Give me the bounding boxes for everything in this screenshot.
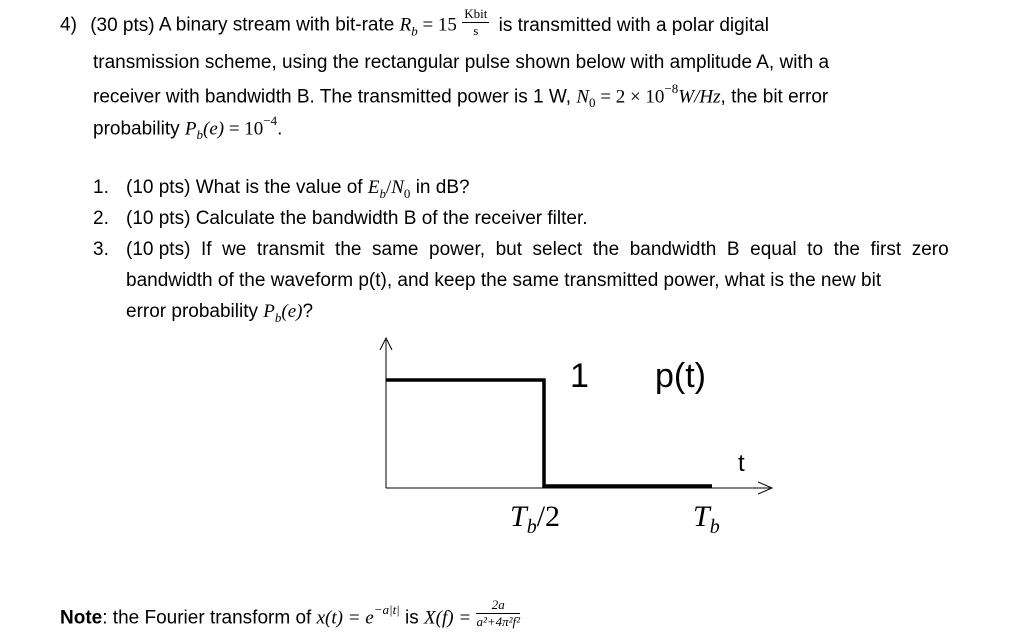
question-3-text-3: error probability <box>126 301 264 322</box>
problem-line-4 <box>93 115 282 143</box>
rate-unit-num: Kbit <box>464 6 488 21</box>
problem-line-1 <box>60 6 769 39</box>
x-axis-arrow <box>758 482 772 494</box>
problem-text-4: probability <box>93 118 185 140</box>
question-1-text: (10 pts) What is the value of <box>126 177 368 198</box>
pb-sub: b <box>196 127 203 143</box>
amplitude-label: 1 <box>570 357 589 395</box>
problem-line-2: transmission scheme, using the rectangular pulse shown below with amplitude A, with a <box>93 52 830 73</box>
problem-text-1b: is transmitted with a polar digital <box>498 14 769 36</box>
n0-unit: W/Hz <box>678 86 721 108</box>
problem-line-3 <box>93 83 828 111</box>
n-symbol: N <box>391 177 404 198</box>
pb-exp: −4 <box>263 113 278 128</box>
n0-value: = 2 × 10 <box>595 86 665 108</box>
n-sub: 0 <box>403 185 411 201</box>
question-3-line-2: bandwidth of the waveform p(t), and keep the same transmitted power, what is the new bit <box>126 270 882 291</box>
time-axis-label: t <box>738 450 745 477</box>
signal-label: p(t) <box>655 357 706 395</box>
n0-sub: 0 <box>589 95 596 111</box>
tick-period <box>693 500 720 539</box>
tick1-post: /2 <box>536 500 561 533</box>
note-text: : the Fourier transform of <box>102 607 317 629</box>
tick1-main: T <box>510 500 527 533</box>
n0-exp: −8 <box>664 81 679 96</box>
tick2-main: T <box>693 500 710 533</box>
problem-points: (30 pts) <box>90 14 155 36</box>
note-exp: −a|t| <box>373 602 400 617</box>
question-3-line-3 <box>126 301 313 326</box>
problem-number: 4) <box>60 14 77 36</box>
q3-pb-arg: (e) <box>281 301 303 322</box>
question-1 <box>93 177 470 202</box>
note-label: Note <box>60 607 103 629</box>
tick1-sub: b <box>526 516 537 538</box>
question-2-number: 2. <box>93 208 109 229</box>
y-axis-arrow <box>380 338 392 350</box>
question-1-number: 1. <box>93 177 109 198</box>
question-1-text-b: in dB? <box>410 177 470 198</box>
question-2-text: (10 pts) Calculate the bandwidth B of the receiver filter. <box>126 208 588 229</box>
question-3-line-1: (10 pts) If we transmit the same power, but select the bandwidth B equal to the first zero <box>126 239 949 260</box>
note-xt: x(t) = e <box>316 607 374 629</box>
note-is: is <box>399 607 425 629</box>
rb-value: = 15 <box>417 14 457 36</box>
note-xf: X(f) = <box>424 607 472 629</box>
rate-unit-fraction <box>462 6 489 39</box>
eb-slash: / <box>385 177 392 198</box>
problem-text-3: receiver with bandwidth B. The transmitted power is 1 W, <box>93 86 577 108</box>
q3-pb-symbol: P <box>263 301 275 322</box>
note-frac-num: 2a <box>476 597 520 614</box>
pb-value: = 10 <box>224 118 264 140</box>
problem-text-3b: , the bit error <box>720 86 829 108</box>
q3-pb-sub: b <box>274 309 282 325</box>
tick2-sub: b <box>709 516 720 538</box>
pb-arg: (e) <box>203 118 225 140</box>
problem-text-4b: . <box>277 118 283 140</box>
rb-sub: b <box>411 23 418 39</box>
note-fraction <box>476 597 520 630</box>
eb-symbol: E <box>367 177 380 198</box>
problem-text-1: A binary stream with bit-rate <box>158 14 400 36</box>
question-3-number: 3. <box>93 239 109 260</box>
eb-sub: b <box>379 185 386 201</box>
question-3 <box>93 239 949 261</box>
note-line <box>60 596 521 630</box>
note-frac-den: a²+4π²f² <box>476 613 521 629</box>
n0-symbol: N <box>576 86 589 108</box>
rb-symbol: R <box>399 14 412 36</box>
tick-half-period <box>510 500 560 539</box>
pb-symbol: P <box>184 118 197 140</box>
rate-unit-den: s <box>473 23 479 38</box>
question-3-text-3b: ? <box>302 301 314 322</box>
question-2 <box>93 208 588 230</box>
